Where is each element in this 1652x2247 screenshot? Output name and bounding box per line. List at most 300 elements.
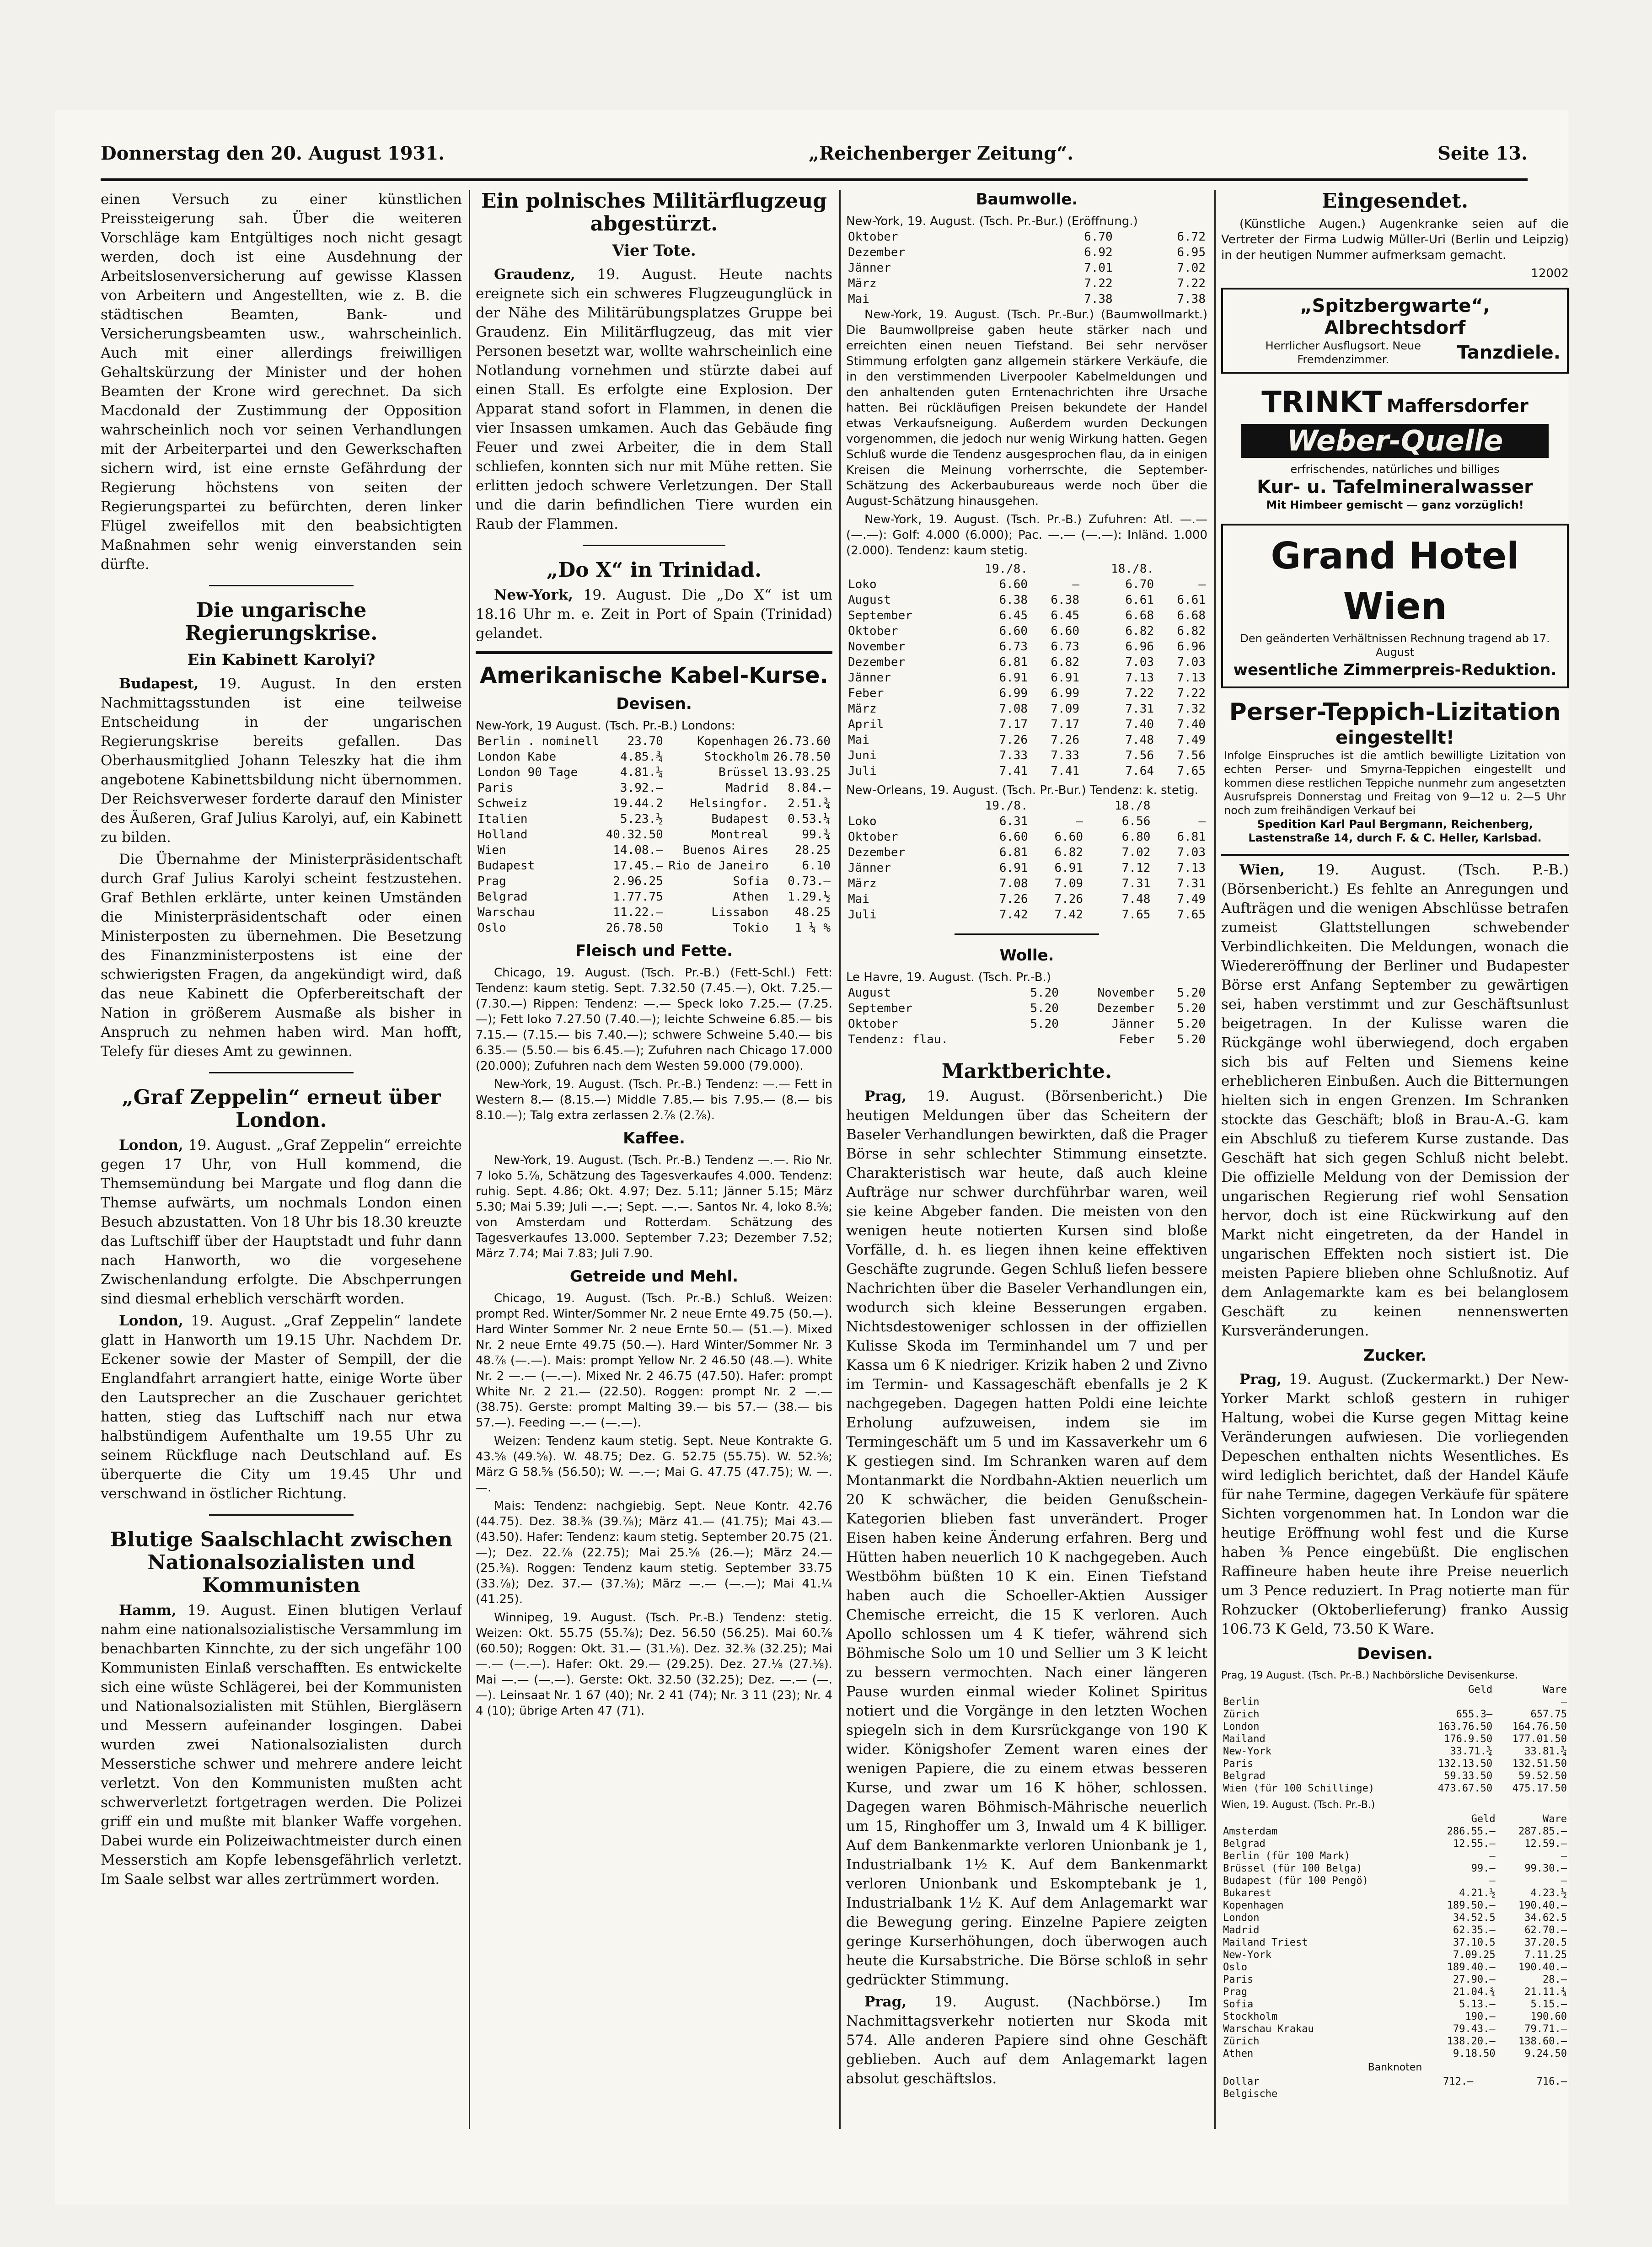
- table-cell: 5.20: [1177, 986, 1206, 1000]
- table-cell: 132.13.50: [1437, 1758, 1493, 1770]
- market-paragraph: New-York, 19. August. (Tsch. Pr.-B.) Zufuhren: Atl. —.— (—.—): Golf: 4.000 (6.000); Pac. —.— (—.—): Inländ. 1.000 (2.000). Tendenz: kaum stetig.: [846, 513, 1207, 558]
- table-cell: 6.61: [1125, 593, 1154, 607]
- table-cell: 7.03: [1177, 846, 1206, 859]
- table-cell: 18./8: [1115, 799, 1151, 813]
- table-row: [476, 765, 832, 780]
- table-row: [476, 920, 832, 936]
- table-cell: 7.03: [1177, 655, 1206, 669]
- headline-marktberichte: Marktberichte.: [941, 1060, 1112, 1083]
- header-masthead: „Reichenberger Zeitung“.: [809, 142, 1074, 164]
- table-cell: 7.38: [1084, 292, 1113, 306]
- table-cell: Belgrad: [1223, 1838, 1266, 1850]
- table-row: [1221, 1973, 1569, 1986]
- table-cell: 6.99: [999, 686, 1028, 700]
- wolle-header: Le Havre, 19. August. (Tsch. Pr.-B.): [846, 971, 1051, 984]
- table-cell: September: [848, 609, 912, 622]
- ad-trinkt: TRINKT: [1261, 386, 1382, 419]
- table-cell: 286.55.—: [1447, 1826, 1496, 1837]
- table-cell: 3.92.—: [620, 781, 663, 795]
- table-cell: Zürich: [1223, 2036, 1260, 2047]
- table-row: [846, 829, 1207, 845]
- table-cell: Feber: [1119, 1033, 1155, 1046]
- dateline: Budapest,: [119, 676, 199, 692]
- table-row: [476, 796, 832, 811]
- table-cell: 7.03: [1125, 655, 1154, 669]
- market-paragraph: Mais: Tendenz: nachgiebig. Sept. Neue Kontr. 42.76 (44.75). Dez. 38.⅜ (39.⅞); März 41.— (41.75); Mai 43.— (43.50). Hafer: Tendenz: kaum stetig. September 20.75 (21.—); Dez. 22.⅞ (22.75); Mai 25.⅝ (26.—); März 24.— (25.⅜). Roggen: Tendenz kaum stetig. September 33.75 (33.⅞); Dez. 37.— (37.⅝); März —.— (—.—); Mai 41.¼ (41.25).: [476, 1499, 832, 1606]
- table-cell: [1420, 1696, 1494, 1708]
- table-cell: 79.43.—: [1453, 2023, 1496, 2035]
- table-cell: August: [848, 593, 891, 607]
- table-cell: Budapest: [477, 859, 535, 873]
- table-row: [1221, 1924, 1569, 1936]
- dateline: Hamm,: [119, 1602, 177, 1619]
- table-cell: Amsterdam: [1223, 1826, 1278, 1837]
- table-cell: Berlin: [1223, 1696, 1260, 1708]
- market-paragraph: Chicago, 19. August. (Tsch. Pr.-B.) (Fett-Schl.) Fett: Tendenz: kaum stetig. Sept. 7.32.50 (7.45.—), Okt. 7.25.— (7.30.—) Rippen: Tendenz: —.— Speck loko 7.25.— (7.25.—); Fett loko 7.27.50 (7.40.—); leichte Schweine 6.85.— bis 7.15.— (7.15.— bis 7.40.—); schwere Schweine 5.40.— bis 6.35.— (5.50.— bis 6.45.—); Zufuhren nach Chicago 17.000 (20.000); Zufuhren nach dem Westen 59.000 (79.000).: [476, 966, 832, 1073]
- table-row: [846, 860, 1207, 876]
- table-cell: 59.33.50: [1444, 1770, 1493, 1782]
- article-paragraph: [476, 585, 832, 643]
- section-devisen-prag: Devisen.: [1357, 1645, 1433, 1663]
- table-cell: 6.82: [1051, 655, 1080, 669]
- baumwolle-header: New-York, 19. August. (Tsch. Pr.-Bur.) (Eröffnung.): [846, 215, 1138, 228]
- table-cell: 28.25: [794, 843, 831, 857]
- table-cell: 37.20.5: [1524, 1937, 1567, 1948]
- table-row: [1221, 2011, 1569, 2023]
- table-cell: 6.81: [999, 655, 1028, 669]
- table-cell: 7.02: [1177, 261, 1206, 275]
- table-cell: März: [848, 277, 877, 290]
- table-row: [846, 654, 1207, 670]
- table-cell: 6.92: [1084, 246, 1113, 259]
- table-cell: London: [1223, 1912, 1260, 1924]
- table-row: [846, 1016, 1207, 1032]
- table-cell: 655.3—: [1456, 1709, 1493, 1720]
- table-cell: 6.81: [999, 846, 1028, 859]
- table-row: [846, 1001, 1207, 1016]
- article-paragraph: [101, 1601, 462, 1889]
- article-paragraph: [476, 265, 832, 534]
- dateline: London,: [119, 1313, 183, 1329]
- article-paragraph: [846, 1087, 1207, 1990]
- market-paragraph: New-York, 19. August. (Tsch. Pr.-B.) Tendenz —.—. Rio Nr. 7 loko 5.⅞, Schätzung des Tagesverkaufes 4.000. Tendenz: ruhig. Sept. 4.86; Okt. 4.97; Dez. 5.11; Jänner 5.15; März 5.30; Mai 5.39; Juli —.—; Sept. —.—. Santos Nr. 4, loko 8.⅝; von Amsterdam und Rotterdam. Schätzung des Tagesverkaufes 13.000. September 7.23; Dezember 7.52; März 7.74; Mai 7.83; Juli 7.90.: [476, 1153, 832, 1260]
- table-cell: 6.73: [999, 640, 1028, 654]
- table-row: [476, 780, 832, 796]
- market-paragraph: Weizen: Tendenz kaum stetig. Sept. Neue Kontrakte G. 43.⅝ (49.⅝). W. 48.75; Dez. G. 52.75 (55.75). W. 52.⅝; März G 58.⅝ (56.50); W. —.—; Mai G. 47.75 (47.75); W. —.—.: [476, 1434, 832, 1495]
- table-cell: 657.75: [1530, 1709, 1567, 1720]
- table-cell: Jänner: [1111, 1017, 1155, 1031]
- table-cell: 712.—: [1443, 2076, 1474, 2087]
- table-cell: 26.73.60: [773, 735, 831, 748]
- table-row: [1221, 1986, 1569, 1998]
- dateline: Prag,: [864, 1088, 907, 1105]
- table-cell: 5.15.—: [1530, 1999, 1567, 2010]
- table-cell: 0.73.—: [788, 874, 831, 888]
- table-cell: 6.96: [1125, 640, 1154, 654]
- paragraph-text: 19. August. Die „Do X“ ist um 18.16 Uhr m. e. Zeit in Port of Spain (Trinidad) gelandet.: [476, 587, 832, 642]
- newspaper-page: [55, 110, 1569, 2204]
- table-cell: 6.61: [1177, 593, 1206, 607]
- article-paragraph: [101, 674, 462, 847]
- table-cell: Brüssel: [719, 766, 769, 779]
- table-row: [1221, 1782, 1569, 1795]
- table-cell: Oktober: [848, 1017, 898, 1031]
- table-row: [846, 1032, 1207, 1047]
- table-cell: Buenos Aires: [682, 843, 769, 857]
- table-cell: August: [848, 986, 891, 1000]
- headline-cable-rates: Amerikanische Kabel-Kurse.: [480, 663, 828, 688]
- table-cell: 5.13.—: [1459, 1999, 1496, 2010]
- section-rule: [1221, 854, 1569, 856]
- table-cell: 7.08: [999, 877, 1028, 890]
- table-cell: Budapest: [711, 812, 769, 826]
- table-cell: 7.22: [1177, 277, 1206, 290]
- paragraph-text: 19. August. „Graf Zeppelin“ landete glatt in Hanworth um 19.15 Uhr. Nachdem Dr. Eckener sowie der Master of Sempill, der die Englandfahrt arrangiert hatte, einige Worte über den Lautsprecher an die Zuschauer gerichtet hatten, stieg das Luftschiff nach nur etwa halbstündigem Aufenthalte um 19.55 Uhr zu seinem Rückfluge nach Deutschland auf. Es überquerte die City um 19.45 Uhr und verschwand in östlicher Richtung.: [101, 1313, 462, 1502]
- table-cell: New-York: [1223, 1949, 1271, 1961]
- table-cell: 23.70: [627, 735, 663, 748]
- column-3: [846, 190, 1207, 2091]
- table-cell: 164.76.50: [1512, 1721, 1567, 1732]
- table-cell: 6.38: [999, 593, 1028, 607]
- ad-tagline: Herrlicher Ausflugsort. Neue Fremdenzimmer.: [1265, 339, 1421, 366]
- table-cell: [1010, 1032, 1061, 1047]
- table-cell: 7.26: [999, 733, 1028, 747]
- subheadline-karolyi: Ein Kabinett Karolyi?: [187, 651, 375, 669]
- table-cell: —: [1072, 578, 1080, 591]
- table-cell: 7.49: [1177, 733, 1206, 747]
- section-baumwolle: Baumwolle.: [976, 190, 1078, 209]
- table-cell: 7.33: [1051, 749, 1080, 762]
- table-cell: Kopenhagen: [1223, 1900, 1284, 1911]
- ad-teppich-title: Perser-Teppich-Lizitation: [1229, 698, 1561, 726]
- neworleans-cotton-table: [846, 798, 1207, 922]
- devisen-table: [476, 734, 832, 936]
- table-cell: 79.71.—: [1524, 2023, 1567, 2035]
- table-cell: Bukarest: [1223, 1888, 1271, 1899]
- table-cell: Dollar: [1223, 2076, 1260, 2087]
- table-row: [846, 701, 1207, 717]
- table-row: [846, 639, 1207, 654]
- dateline: Graudenz,: [494, 266, 575, 283]
- table-row: [476, 874, 832, 889]
- ad-spitzbergwarte: [1221, 288, 1569, 374]
- table-cell: 19./8.: [985, 799, 1028, 813]
- table-cell: 7.32: [1177, 702, 1206, 716]
- table-cell: 34.52.5: [1453, 1912, 1496, 1924]
- table-cell: Oktober: [848, 230, 898, 244]
- table-cell: 6.91: [999, 671, 1028, 685]
- table-cell: 6.56: [1121, 815, 1151, 828]
- table-cell: 7.26: [999, 892, 1028, 906]
- table-row: [846, 814, 1207, 829]
- wolle-table: [846, 985, 1207, 1047]
- table-cell: Dezember: [848, 846, 906, 859]
- table-row: [846, 763, 1207, 779]
- ad-title: „Spitzbergwarte“, Albrechtsdorf: [1300, 295, 1490, 338]
- table-cell: 18./8.: [1111, 562, 1154, 576]
- table-cell: 19./8.: [985, 562, 1028, 576]
- section-zucker: Zucker.: [1363, 1346, 1427, 1365]
- notice-number: 12002: [1531, 267, 1569, 280]
- table-cell: Mai: [848, 892, 869, 906]
- table-cell: 7.26: [1051, 733, 1080, 747]
- table-cell: 7.17: [1051, 718, 1080, 731]
- table-row: [1221, 1961, 1569, 1973]
- table-cell: London 90 Tage: [477, 766, 578, 779]
- table-cell: 7.09: [1051, 702, 1080, 716]
- table-cell: [1030, 561, 1081, 577]
- table-cell: 7.40: [1125, 718, 1154, 731]
- paragraph-text: 19. August. Einen blutigen Verlauf nahm eine nationalsozialistische Versammlung im benachbarten Kinnchte, zu der sich ungefähr 100 Kommunisten Einlaß verschafften. Es entwickelte sich eine wüste Schlägerei, bei der Kommunisten und Nationalsozialisten mit Stühlen, Biergläsern und Messern aufeinander losgingen. Dabei wurden zwei Nationalsozialisten durch Messerstiche schwer und mehrere andere leicht verletzt. Von den Kommunisten mußten acht schwerverletzt fortgetragen werden. Die Polizei griff ein und mußte mit blanker Waffe vorgehen. Dabei wurde ein Polizeiwachtmeister durch einen Messerstich am Kopfe lebensgefährlich verletzt. Im Saale selbst war alles zertrümmert worden.: [101, 1602, 462, 1888]
- dateline: Prag,: [1239, 1371, 1282, 1388]
- table-row: [846, 717, 1207, 732]
- table-cell: Budapest (für 100 Pengö): [1223, 1875, 1368, 1887]
- article-paragraph: [101, 1136, 462, 1309]
- table-cell: 6.96: [1177, 640, 1206, 654]
- section-kaffee: Kaffee.: [623, 1129, 685, 1148]
- table-row: [1221, 1733, 1569, 1745]
- table-cell: [1030, 798, 1085, 814]
- table-cell: 7.01: [1084, 261, 1113, 275]
- table-cell: 7.09.25: [1453, 1949, 1496, 1961]
- table-row: [476, 811, 832, 827]
- table-cell: 177.01.50: [1512, 1733, 1567, 1745]
- table-cell: Athen: [1223, 2048, 1254, 2059]
- table-header-row: [1221, 1684, 1569, 1696]
- table-cell: Mailand: [1223, 1733, 1266, 1745]
- paragraph-text: 19. August. (Zuckermarkt.) Der New-Yorker Markt schloß gestern in ruhiger Haltung, wobei die Kurse gegen Mittag keine Veränderungen aufwiesen. Die vorliegenden Depeschen enthalten nichts Wesentliches. Es wird lediglich berichtet, daß der Handel Käufe für nahe Termine, dagegen Verkäufe für spätere Sichten vorgenommen hat. In London war die heutige Eröffnung wohl fest und die Kurse haben ⅜ Pence eingebüßt. Die englischen Raffineure haben heute ihre Preise neuerlich um 3 Pence reduziert. In Prag notierte man für Rohzucker (Oktoberlieferung) franko Aussig 106.73 K Geld, 73.50 K Ware.: [1221, 1371, 1569, 1637]
- table-cell: 190.60: [1530, 2011, 1567, 2022]
- table-cell: 27.90.—: [1453, 1974, 1496, 1985]
- table-cell: 287.85.—: [1518, 1826, 1567, 1837]
- table-row: [846, 891, 1207, 907]
- table-cell: 9.18.50: [1453, 2048, 1496, 2059]
- table-cell: Belgrad: [477, 890, 528, 904]
- table-cell: —: [1198, 815, 1206, 828]
- table-cell: Paris: [477, 781, 514, 795]
- table-cell: [1382, 2088, 1475, 2100]
- ad-line: Kur- u. Tafelmineralwasser: [1257, 477, 1533, 498]
- headline-plane-crash: Ein polnisches Militärflugzeug abgestürzt.: [481, 190, 827, 236]
- table-cell: 6.31: [999, 815, 1028, 828]
- table-row: [1221, 1850, 1569, 1862]
- article-continuation: einen Versuch zu einer künstlichen Preissteigerung sah. Über die weiteren Vorschläge kam Entgültiges noch nicht gesagt werden, doch ist eine Ausdehnung der Arbeitslosenversicherung auf gewisse Klassen von Arbeitern und Angestellten, wie z. B. die städtischen Beamten, Bank- und Versicherungsbeamten usw., wahrscheinlich. Auch mit einer allerdings freiwilligen Gehaltskürzung der Minister und der hohen Beamten der Krone wird gerechnet. Da sich Macdonald der Zustimmung der Opposition wahrscheinlich noch vor seinen Verhandlungen mit der Arbeiterpartei und den Gewerkschaften sichern wird, ist eine ernste Gefährdung der Regierung höchstens von seiten der Regierungspartei zu befürchten, deren linker Flügel zweifellos mit den beabsichtigten Maßnahmen sehr wenig einverstanden sein dürfte.: [101, 191, 462, 573]
- banknoten-table: [1221, 2075, 1569, 2100]
- table-cell: Oslo: [1223, 1962, 1247, 1973]
- table-cell: 7.17: [999, 718, 1028, 731]
- table-row: [1221, 2023, 1569, 2035]
- table-cell: November: [848, 640, 906, 654]
- table-header-row: [1221, 1813, 1569, 1825]
- table-cell: 7.22: [1125, 686, 1154, 700]
- table-cell: Stockholm: [1223, 2011, 1278, 2022]
- market-paragraph: Chicago, 19. August. (Tsch. Pr.-B.) Schluß. Weizen: prompt Red. Winter/Sommer Nr. 2 neue Ernte 49.75 (50.—). Hard Winter Sommer Nr. 2 neue Ernte 50.— (51.—). Mixed Nr. 2 neue Ernte 49.75 (50.—). Hard Winter/Sommer Nr. 3 48.⅞ (—.—). Mais: prompt Yellow Nr. 2 46.50 (48.—). White Nr. 2 —.— (—.—). Mixed Nr. 2 46.75 (47.50). Hafer: prompt White Nr. 2 21.— (22.50). Roggen: prompt Nr. 2 —.— (38.75). Gerste: prompt Malting 39.— bis 57.— (38.— bis 57.—). Feeding —.— (—.—).: [476, 1292, 832, 1430]
- table-cell: 7.40: [1177, 718, 1206, 731]
- table-cell: 6.70: [1084, 230, 1113, 244]
- column-2: [476, 190, 832, 1721]
- table-row: [846, 592, 1207, 608]
- baumwolle-opening-table: [846, 229, 1207, 307]
- table-cell: 132.51.50: [1512, 1758, 1567, 1770]
- table-cell: Lissabon: [711, 906, 769, 919]
- table-cell: Tendenz: flau.: [848, 1033, 949, 1046]
- table-cell: Loko: [848, 815, 877, 828]
- table-cell: —: [1561, 1875, 1567, 1887]
- table-cell: Prag: [477, 874, 506, 888]
- table-cell: Oktober: [848, 624, 898, 638]
- table-cell: Schweiz: [477, 797, 528, 810]
- table-cell: 6.72: [1177, 230, 1206, 244]
- table-row: [846, 686, 1207, 701]
- table-cell: [846, 561, 955, 577]
- table-cell: 7.33: [999, 749, 1028, 762]
- table-cell: Italien: [477, 812, 528, 826]
- table-cell: 26.78.50: [606, 921, 663, 935]
- table-row: [1221, 1949, 1569, 1961]
- table-cell: 6.91: [1051, 671, 1080, 685]
- table-row: [1221, 1887, 1569, 1899]
- table-row: [846, 229, 1207, 245]
- table-cell: 7.65: [1177, 908, 1206, 922]
- table-cell: Oslo: [477, 921, 506, 935]
- neworleans-header: New-Orleans, 19. August. (Tsch. Pr.-Bur.) Tendenz: k. stetig.: [846, 783, 1199, 797]
- table-row: [1221, 1721, 1569, 1733]
- table-cell: —: [1489, 1875, 1496, 1887]
- table-cell: [1221, 1684, 1420, 1696]
- table-cell: 6.82: [1177, 624, 1206, 638]
- table-cell: 33.81.¾: [1524, 1746, 1567, 1757]
- table-cell: Juni: [848, 749, 877, 762]
- table-cell: —: [1198, 578, 1206, 591]
- table-cell: Rio de Janeiro: [668, 859, 769, 873]
- table-cell: Dezember: [848, 655, 906, 669]
- paragraph-text: 19. August. (Tsch. P.-B.) (Börsenbericht.) Es fehlte an Anregungen und Aufträgen und die wenigen Abschlüsse betrafen zumeist Glattstellungen schwebender Verbindlichkeiten. Die Meldungen, wonach die Wiedereröffnung der Berliner und Budapester Börse erst Anfang September zu gewärtigen sei, haben verstimmt und zur Geschäftsunlust beigetragen. In der Kulisse waren die Rückgänge wohl überwiegend, doch ergaben sich bis auf Felten und Siemens keine erheblicheren Einbußen. Auch die Bitternungen hielten sich in engen Grenzen. Im Schranken stockte das Geschäft; bloß in Brau-A.-G. kam ein Abschluß zu tieferem Kurse zustande. Das Geschäft hat sich gegen Schluß nicht belebt. Die offizielle Meldung von der Demission der ungarischen Regierung rief wohl Sensation hervor, doch ist eine Rückwirkung auf den Markt nicht eingetreten, da der Handel in ungarischen Effekten noch sistiert ist. Die meisten Papiere blieben ohne Schlußnotiz. Auf dem Anlagemarkte kam es bei belanglosem Geschäft zu keinen nennenswerten Kursveränderungen.: [1221, 862, 1569, 1339]
- table-row: [1221, 1745, 1569, 1758]
- section-rule: [476, 651, 832, 654]
- header-page-number: Seite 13.: [1437, 142, 1528, 164]
- table-cell: Belgrad: [1223, 1770, 1266, 1782]
- table-cell: 4.85.¾: [620, 750, 663, 764]
- table-cell: Geld: [1468, 1684, 1493, 1695]
- table-cell: 7.09: [1054, 877, 1083, 890]
- table-cell: 99.—: [1471, 1863, 1496, 1874]
- table-cell: 6.70: [1125, 578, 1154, 591]
- paragraph-text: 19. August. „Graf Zeppelin“ erreichte gegen 17 Uhr, von Hull kommend, die Themsemündung bei Margate und flog dann die Themse aufwärts, um nochmals London einen Besuch abzustatten. Von 18 Uhr bis 18.30 kreuzte das Luftschiff über der Hauptstadt und fuhr dann nach Hanworth, wo die vorgesehene Zwischenlandung erfolgte. Die Abschperrungen sind diesmal erheblich verschärft worden.: [101, 1137, 462, 1307]
- table-cell: —: [1489, 1850, 1496, 1862]
- table-cell: Juli: [848, 908, 877, 922]
- market-paragraph: New-York, 19. August. (Tsch. Pr.-B.) Tendenz: —.— Fett in Western 8.— (8.15.—) Middle 7.85.— bis 7.95.— (8.— bis 8.10.—); Talg extra zerlassen 2.⅞ (2.⅞).: [476, 1078, 832, 1122]
- table-cell: 7.41: [999, 764, 1028, 778]
- table-cell: Paris: [1223, 1974, 1254, 1985]
- table-row: [476, 734, 832, 749]
- table-cell: Ware: [1543, 1813, 1567, 1825]
- headline-zeppelin: „Graf Zeppelin“ erneut über London.: [122, 1086, 441, 1132]
- table-row: [1221, 1696, 1569, 1708]
- table-cell: 6.80: [1121, 830, 1151, 844]
- separator: [583, 545, 725, 546]
- table-cell: 7.56: [1177, 749, 1206, 762]
- table-cell: 1.77.75: [613, 890, 663, 904]
- paragraph-text: 19. August. In den ersten Nachmittagsstunden ist eine teilweise Entscheidung in der ungarischen Regierungskrise bereits gefallen. Das Oberhausmitglied Johann Teleszky hat die ihm angebotene Kabinettsbildung nicht übernommen. Der Reichsverweser forderte darauf den Minister des Äußeren, Graf Julius Karolyi, auf, ein Kabinett zu bilden.: [101, 676, 462, 846]
- table-cell: 7.41: [1051, 764, 1080, 778]
- table-cell: 4.21.½: [1459, 1888, 1496, 1899]
- table-cell: Loko: [848, 578, 877, 591]
- table-cell: Warschau: [477, 906, 535, 919]
- table-row: [1221, 2035, 1569, 2048]
- table-cell: 7.42: [1054, 908, 1083, 922]
- table-cell: Mailand Triest: [1223, 1937, 1308, 1948]
- paragraph-text: 19. August. Heute nachts ereignete sich ein schweres Flugzeugunglück in der Nähe des Militärübungsplatzes Gruppe bei Graudenz. Ein Militärflugzeug, das mit vier Personen besetzt war, wollte wahrscheinlich eine Notlandung vornehmen und stürzte dabei auf einen Stall. Es erfolgte eine Explosion. Der Apparat stand sofort in Flammen, in denen die vier Insassen umkamen. Auch das Gebäude fing Feuer und zwei Arbeiter, die in dem Stall schliefen, konnten sich nur mit Mühe retten. Sie erlitten jedoch schwere Verletzungen. Der Stall und die darin befindlichen Tiere wurden ein Raub der Flammen.: [476, 266, 832, 532]
- table-cell: Geld: [1471, 1813, 1496, 1825]
- dateline: New-York,: [494, 587, 573, 603]
- devisen-prag-table: [1221, 1684, 1569, 1795]
- ad-weber-quelle: [1221, 380, 1569, 517]
- separator: [955, 933, 1099, 935]
- ad-line: wesentliche Zimmerpreis-Reduktion.: [1233, 661, 1557, 679]
- table-cell: 189.40.—: [1447, 1962, 1496, 1973]
- table-cell: 59.52.50: [1518, 1770, 1567, 1782]
- table-cell: 62.35.—: [1453, 1925, 1496, 1936]
- article-paragraph: [1221, 1370, 1569, 1639]
- table-cell: 7.31: [1177, 877, 1206, 890]
- table-cell: Paris: [1223, 1758, 1254, 1770]
- table-cell: 12.55.—: [1453, 1838, 1496, 1850]
- table-cell: 7.12: [1121, 861, 1151, 875]
- table-cell: 6.95: [1177, 246, 1206, 259]
- table-row: [476, 749, 832, 765]
- table-row: [846, 985, 1207, 1001]
- table-cell: 6.68: [1125, 609, 1154, 622]
- ad-teppich-sub: eingestellt!: [1336, 727, 1454, 748]
- table-cell: Mai: [848, 292, 869, 306]
- table-row: [476, 842, 832, 858]
- table-cell: Madrid: [1223, 1925, 1260, 1936]
- table-cell: 7.48: [1125, 733, 1154, 747]
- devisen-wien-table: [1221, 1813, 1569, 2060]
- table-cell: Stockholm: [704, 750, 769, 764]
- ad-tanzdiele: Tanzdiele.: [1457, 342, 1561, 363]
- table-cell: 28.—: [1543, 1974, 1567, 1985]
- separator: [209, 585, 354, 586]
- table-cell: April: [848, 718, 884, 731]
- table-cell: 7.31: [1121, 877, 1151, 890]
- article-paragraph: [846, 1992, 1207, 2088]
- table-cell: [1156, 561, 1207, 577]
- table-cell: 62.70.—: [1524, 1925, 1567, 1936]
- table-cell: 34.62.5: [1524, 1912, 1567, 1924]
- table-cell: Sofia: [733, 874, 769, 888]
- table-cell: Jänner: [848, 671, 891, 685]
- table-row: [846, 670, 1207, 686]
- table-cell: 176.9.50: [1444, 1733, 1493, 1745]
- table-cell: 7.13: [1177, 671, 1206, 685]
- devisen-prag-header: Prag, 19 August. (Tsch. Pr.-B.) Nachbörsliche Devisenkurse.: [1221, 1670, 1518, 1681]
- table-cell: 6.38: [1051, 593, 1080, 607]
- table-cell: 6.60: [999, 624, 1028, 638]
- table-row: [846, 623, 1207, 639]
- table-cell: 33.71.¾: [1450, 1746, 1493, 1757]
- table-cell: 6.68: [1177, 609, 1206, 622]
- table-cell: Zürich: [1223, 1709, 1260, 1720]
- section-fleisch: Fleisch und Fette.: [575, 942, 733, 960]
- table-cell: Dezember: [848, 246, 906, 259]
- table-cell: 6.60: [999, 578, 1028, 591]
- section-wolle: Wolle.: [999, 946, 1054, 965]
- table-row: [846, 608, 1207, 623]
- table-cell: 1 ¼ %: [794, 921, 831, 935]
- table-cell: 190.40.—: [1518, 1900, 1567, 1911]
- table-cell: 40.32.50: [606, 828, 663, 842]
